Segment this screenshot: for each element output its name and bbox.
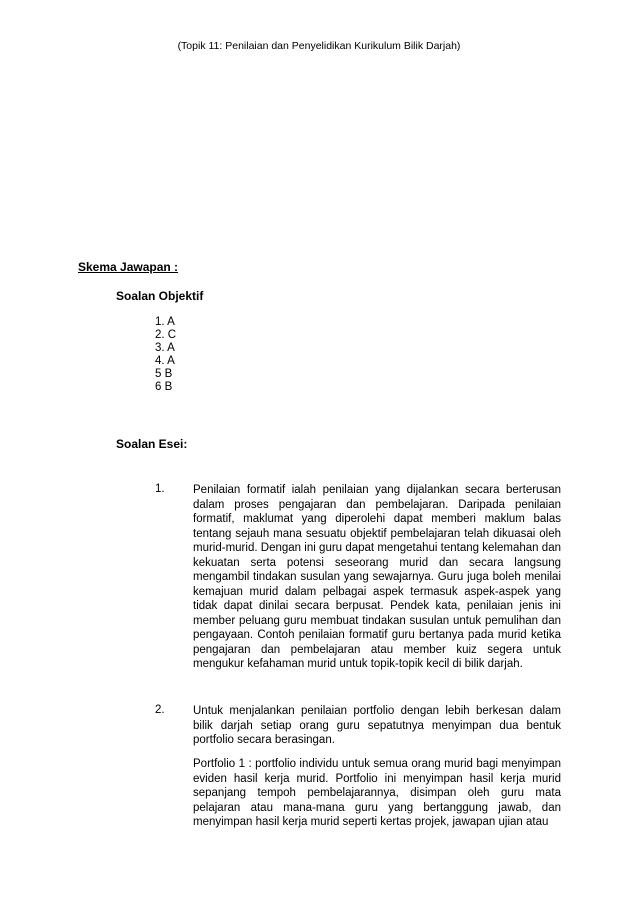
objective-answer-list <box>155 316 176 394</box>
essay-item-number: 1. <box>155 483 165 495</box>
soalan-esei-heading: Soalan Esei: <box>116 437 188 451</box>
essay-answer-subparagraph: Portfolio 1 : portfolio individu untuk semua orang murid bagi menyimpan eviden hasil kerja murid. Portfolio ini menyimpan hasil kerja murid sepanjang tempoh pembelajarannya, disimpan oleh guru mata pelajaran atau mana-mana guru yang bertanggung jawab, dan menyimpan hasil kerja murid seperti kertas projek, jawapan ujian atau <box>193 758 561 828</box>
soalan-objektif-heading: Soalan Objektif <box>116 289 204 303</box>
objective-answer: 1. A <box>155 316 175 328</box>
objective-answer: 6 B <box>155 381 173 393</box>
essay-item-number: 2. <box>155 704 165 716</box>
page-header: (Topik 11: Penilaian dan Penyelidikan Kurikulum Bilik Darjah) <box>177 40 461 52</box>
essay-answer-paragraph: Untuk menjalankan penilaian portfolio dengan lebih berkesan dalam bilik darjah setiap orang guru sepatutnya menyimpan dua bentuk portfolio secara berasingan. <box>193 705 561 746</box>
essay-answer-paragraph: Penilaian formatif ialah penilaian yang dijalankan secara berterusan dalam proses pengajaran dan pembelajaran. Daripada penilaian formatif, maklumat yang diperolehi dapat memberi maklum balas tentang sejauh mana sesuatu objektif pembelajaran telah dikuasai oleh murid-murid. Dengan ini guru dapat mengetahui tentang kelemahan dan kekuatan serta potensi seseorang murid dan secara langsung mengambil tindakan susulan yang sewajarnya. Guru juga boleh menilai kemajuan murid dalam pelbagai aspek termasuk aspek-aspek yang tidak dapat dinilai secara berpusat. Pendek kata, penilaian jenis ini member peluang guru membuat tindakan susulan untuk pemulihan dan pengayaan. Contoh penilaian formatif guru bertanya pada murid ketika pengajaran dan pembelajaran atau member kuiz segera untuk mengukur kefahaman murid untuk topik-topik kecil di bilik darjah. <box>193 484 561 670</box>
skema-jawapan-heading: Skema Jawapan : <box>78 260 179 274</box>
objective-answer: 3. A <box>155 342 175 354</box>
objective-answer: 5 B <box>155 368 173 380</box>
objective-answer: 4. A <box>155 355 175 367</box>
objective-answer: 2. C <box>155 329 177 341</box>
